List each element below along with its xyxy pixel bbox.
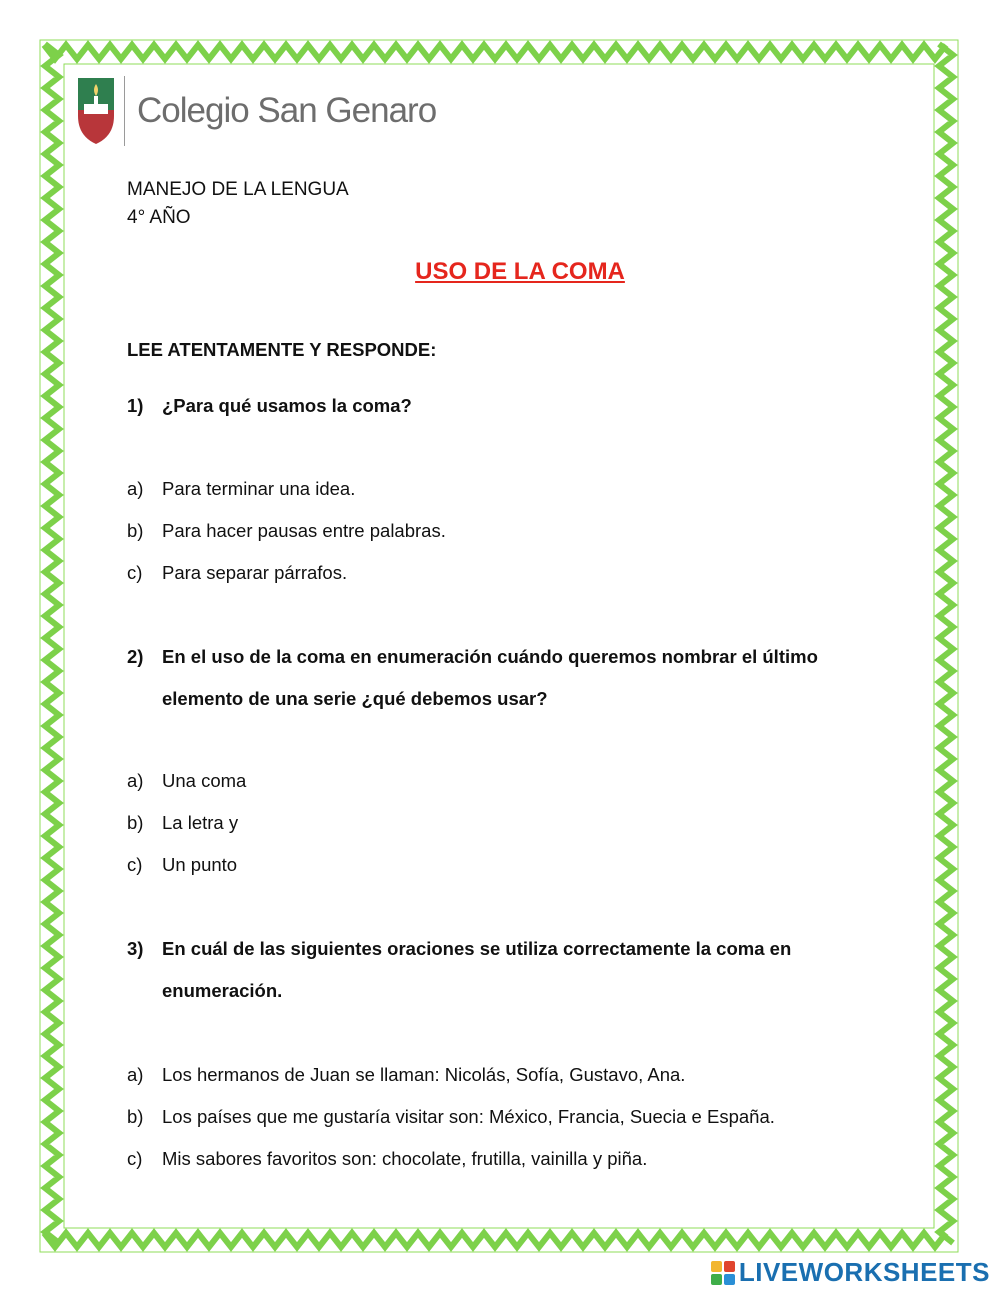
question-text: En cuál de las siguientes oraciones se utiliza correctamente la coma en enumeración. (162, 938, 792, 1001)
option-text: Los países que me gustaría visitar son: México, Francia, Suecia e España. (162, 1106, 775, 1127)
instructions: LEE ATENTAMENTE Y RESPONDE: (127, 339, 437, 360)
option-label: b) (127, 1106, 144, 1127)
border-zigzag (44, 45, 946, 59)
option-text: Para hacer pausas entre palabras. (162, 520, 446, 541)
question-2 (127, 636, 887, 720)
option-text: La letra y (162, 812, 239, 833)
option-label: a) (127, 478, 144, 499)
option-1b[interactable] (127, 520, 446, 542)
option-text: Para terminar una idea. (162, 478, 356, 499)
question-number: 1) (127, 395, 144, 416)
border-zigzag (44, 1233, 946, 1247)
school-name: Colegio San Genaro (137, 91, 437, 130)
option-label: c) (127, 854, 143, 875)
option-2a[interactable] (127, 770, 246, 792)
school-logo (76, 76, 436, 146)
border-zigzag (45, 44, 59, 1243)
liveworksheets-watermark (711, 1257, 990, 1288)
option-label: c) (127, 562, 143, 583)
question-text: En el uso de la coma en enumeración cuándo queremos nombrar el último elemento de una serie ¿qué debemos usar? (162, 646, 818, 709)
question-1 (127, 385, 887, 427)
option-1c[interactable] (127, 562, 347, 584)
question-text: ¿Para qué usamos la coma? (162, 395, 412, 416)
shield-crest-icon (76, 76, 116, 146)
question-3 (127, 928, 887, 1012)
option-label: c) (127, 1148, 143, 1169)
option-3a[interactable] (127, 1064, 685, 1086)
option-label: b) (127, 520, 144, 541)
border-zigzag (939, 44, 953, 1243)
page-title: USO DE LA COMA (415, 258, 625, 285)
option-text: Mis sabores favoritos son: chocolate, frutilla, vainilla y piña. (162, 1148, 648, 1169)
option-3c[interactable] (127, 1148, 647, 1170)
question-number: 3) (127, 938, 144, 959)
option-text: Un punto (162, 854, 238, 875)
option-2b[interactable] (127, 812, 238, 834)
subject-label: MANEJO DE LA LENGUA (127, 179, 349, 200)
option-text: Los hermanos de Juan se llaman: Nicolás, Sofía, Gustavo, Ana. (162, 1064, 686, 1085)
option-2c[interactable] (127, 854, 237, 876)
question-number: 2) (127, 646, 144, 667)
logo-divider (124, 76, 125, 146)
option-label: a) (127, 770, 144, 791)
option-label: b) (127, 812, 144, 833)
option-3b[interactable] (127, 1106, 775, 1128)
option-text: Para separar párrafos. (162, 562, 348, 583)
liveworksheets-logo-icon (711, 1261, 735, 1285)
option-label: a) (127, 1064, 144, 1085)
liveworksheets-brand: LIVEWORKSHEETS (738, 1257, 990, 1287)
option-1a[interactable] (127, 478, 355, 500)
option-text: Una coma (162, 770, 247, 791)
grade-label: 4° AÑO (127, 207, 191, 228)
